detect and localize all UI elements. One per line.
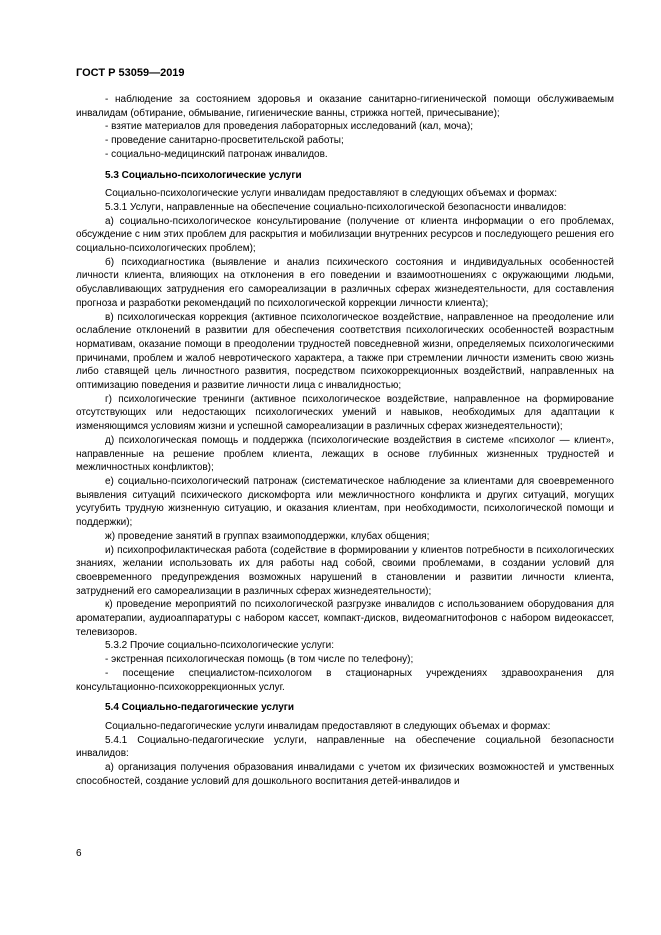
- paragraph: 5.3.2 Прочие социально-психологические услуги:: [105, 640, 335, 652]
- section-heading: 5.4 Социально-педагогические услуги: [105, 702, 295, 714]
- paragraph: - посещение специалистом-психологом в стационарных учреждениях здравоохранения для консультационно-психокоррекционных услуг.: [76, 667, 614, 693]
- page-number: 6: [76, 848, 82, 859]
- standard-header: ГОСТ Р 53059—2019: [76, 67, 185, 79]
- paragraph: ж) проведение занятий в группах взаимоподдержки, клубах общения;: [105, 530, 430, 542]
- paragraph: а) социально-психологическое консультирование (получение от клиента информации о его проблемах, обсуждение с ним этих проблем для раскрытия и мобилизации внутренних ресурсов и последующего решения его социально-психологических проблем);: [76, 215, 614, 255]
- paragraph: 5.4.1 Социально-педагогические услуги, направленные на обеспечение социальной безопасности инвалидов:: [76, 734, 614, 760]
- paragraph: е) социально-психологический патронаж (систематическое наблюдение за клиентами для своевременного выявления ситуаций психического дискомфорта или межличностного конфликта и других ситуаций, могущих усугубить трудную жизненную ситуацию, и оказания клиентам, при необходимости, психологической помощи и поддержки);: [76, 475, 614, 529]
- paragraph: а) организация получения образования инвалидами с учетом их физических возможностей и умственных способностей, создание условий для дошкольного воспитания детей-инвалидов и: [76, 762, 614, 787]
- section-heading: 5.3 Социально-психологические услуги: [105, 169, 302, 181]
- paragraph: и) психопрофилактическая работа (содействие в формировании у клиентов потребности в психологических знаниях, желании использовать их для работы над собой, своими проблемами, в создании условий для своевременного предупреждения возможных нарушений в становлении и развитии личности клиента, затруднений его самореализации в различных сферах жизнедеятельности);: [76, 544, 614, 597]
- paragraph: - взятие материалов для проведения лабораторных исследований (кал, моча);: [105, 121, 474, 133]
- paragraph: б) психодиагностика (выявление и анализ психического состояния и индивидуальных особенностей личности клиента, влияющих на отклонения в его поведении и взаимоотношениях с окружающими людьми, обуславливающих затруднения его самореализации в различных сферах жизнедеятельности, для составления прогноза и разработки рекомендаций по психологической коррекции личности клиента);: [76, 256, 614, 309]
- paragraph: Социально-педагогические услуги инвалидам предоставляют в следующих объемах и формах:: [105, 720, 551, 732]
- paragraph: г) психологические тренинги (активное психологическое воздействие, направленное на формирование отсутствующих или недостающих психологических умений и навыков, необходимых для адаптации к изменяющимся условиям жизни и успешной самореализации в различных сферах жизнедеятельности);: [76, 393, 614, 433]
- paragraph: - экстренная психологическая помощь (в том числе по телефону);: [105, 654, 414, 666]
- paragraph: 5.3.1 Услуги, направленные на обеспечение социально-психологической безопасности инвалидов:: [105, 201, 567, 213]
- document-body: [76, 93, 614, 788]
- paragraph: - социально-медицинский патронаж инвалидов.: [105, 148, 328, 160]
- paragraph: Социально-психологические услуги инвалидам предоставляют в следующих объемах и формах:: [105, 188, 558, 200]
- paragraph: к) проведение мероприятий по психологической разгрузке инвалидов с использованием оборудования для ароматерапии, аудиоаппаратуры с набором кассет, компакт-дисков, видеомагнитофонов с набором видеокассет, телевизоров.: [76, 599, 614, 638]
- paragraph: - наблюдение за состоянием здоровья и оказание санитарно-гигиенической помощи обслуживаемым инвалидам (обтирание, обмывание, гигиенические ванны, стрижка ногтей, причесывание);: [76, 94, 614, 119]
- paragraph: в) психологическая коррекция (активное психологическое воздействие, направленное на преодоление или ослабление отклонений в развитии для обеспечения соответствия психологических особенностей возрастным нормативам, оказание помощи в преодолении трудностей повседневной жизни, определяемых психологическими причинами, проблем и жалоб невротического характера, а также при стремлении личности изменить свою жизнь либо ставящей цель личностного развития, посредством психокоррекционных воздействий, направленных на оптимизацию поведения и развитие личности лица с инвалидностью;: [76, 311, 614, 392]
- paragraph: - проведение санитарно-просветительской работы;: [105, 135, 344, 147]
- paragraph: д) психологическая помощь и поддержка (психологические воздействия в системе «психолог — клиент», направленные на решение проблем клиента, лежащих в основе глубинных жизненных трудностей и межличностных конфликтов);: [76, 434, 614, 474]
